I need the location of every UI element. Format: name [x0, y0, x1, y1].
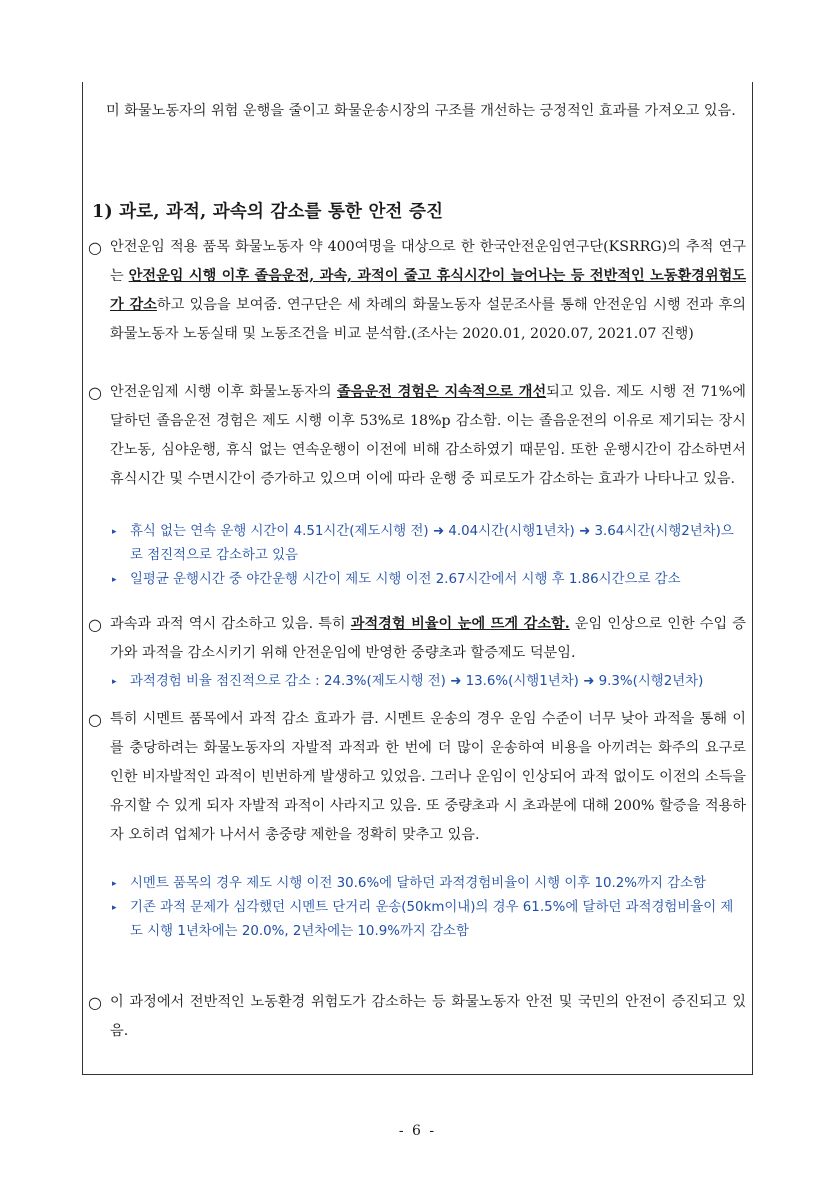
section-heading: 1) 과로, 과적, 과속의 감소를 통한 안전 증진: [92, 202, 444, 222]
p4-sub-list: [112, 872, 746, 944]
triangle-bullet-icon: ▸: [112, 903, 117, 913]
p3-text-a: 과속과 과적 역시 감소하고 있음. 특히: [110, 616, 351, 632]
circle-bullet-icon: ○: [88, 615, 102, 634]
p2-emphasis: 졸음운전 경험은 지속적으로 개선: [336, 384, 547, 400]
triangle-bullet-icon: ▸: [112, 527, 117, 537]
circle-bullet-icon: ○: [88, 238, 102, 257]
list-item: ▸ 일평균 운행시간 중 야간운행 시간이 제도 시행 이전 2.67시간에서 시행 후 1.86시간으로 감소: [112, 568, 746, 592]
list-item: ▸ 기존 과적 문제가 심각했던 시멘트 단거리 운송(50km이내)의 경우 61.5%에 달하던 과적경험비율이 제도 시행 1년차에는 20.0%, 2년차에는 10.9%까지 감소함: [112, 896, 746, 944]
circle-bullet-icon: ○: [88, 710, 102, 729]
list-item: ▸ 시멘트 품목의 경우 제도 시행 이전 30.6%에 달하던 과적경험비율이 시행 이후 10.2%까지 감소함: [112, 872, 746, 896]
triangle-bullet-icon: ▸: [112, 575, 117, 585]
p2-sub-list: [112, 520, 746, 592]
circle-bullet-icon: ○: [88, 993, 102, 1012]
paragraph-3: [88, 610, 746, 668]
p1-text-a: 안전운임 적용 품목 화물노동자 약 400여명을 대상으로 한 한국안전운임연구단(KSRRG)의 추적 연구는: [110, 239, 746, 284]
triangle-bullet-icon: ▸: [112, 677, 117, 687]
p2-text-c: 되고 있음. 제도 시행 전 71%에 달하던 졸음운전 경험은 제도 시행 이후 53%로 18%p 감소함. 이는 졸음운전의 이유로 제기되는 장시간노동, 심야운행, 휴식 없는 연속운행이 이전에 비해 감소하였기 때문임. 또한 운행시간이 감소하면서 휴식시간 및 수면시간이 증가하고 있으며 이에 따라 운행 중 피로도가 감소하는 효과가 나타나고 있음.: [110, 384, 746, 487]
p1-text-c: 하고 있음을 보여줌. 연구단은 세 차례의 화물노동자 설문조사를 통해 안전운임 시행 전과 후의 화물노동자 노동실태 및 노동조건을 비교 분석함.(조사는 2020.01, 2020.07, 2021.07 진행): [110, 297, 746, 342]
page-number: - 6 -: [398, 1123, 437, 1139]
p3-sub-list: [112, 670, 746, 694]
triangle-bullet-icon: ▸: [112, 879, 117, 889]
p2-text-a: 안전운임제 시행 이후 화물노동자의: [110, 384, 337, 400]
paragraph-1: [88, 233, 746, 349]
paragraph-4: ○ 특히 시멘트 품목에서 과적 감소 효과가 큼. 시멘트 운송의 경우 운임 수준이 너무 낮아 과적을 통해 이를 충당하려는 화물노동자의 자발적 과적과 한 번에 더 많이 운송하여 비용을 아끼려는 화주의 요구로 인한 비자발적인 과적이 빈번하게 발생하고 있었음. 그러나 운임이 인상되어 과적 없이도 이전의 소득을 유지할 수 있게 되자 자발적 과적이 사라지고 있음. 또 중량초과 시 초과분에 대해 200% 할증을 적용하자 오히려 업체가 나서서 총중량 제한을 정확히 맞추고 있음.: [88, 705, 746, 850]
paragraph-5: ○ 이 과정에서 전반적인 노동환경 위험도가 감소하는 등 화물노동자 안전 및 국민의 안전이 증진되고 있음.: [88, 988, 746, 1046]
circle-bullet-icon: ○: [88, 383, 102, 402]
p3-text-c: 운임 인상으로 인한 수입 증가와 과적을 감소시키기 위해 안전운임에 반영한 중량초과 할증제도 덕분임.: [110, 616, 746, 661]
intro-paragraph: 미 화물노동자의 위험 운행을 줄이고 화물운송시장의 구조를 개선하는 긍정적인 효과를 가져오고 있음.: [106, 103, 736, 119]
list-item: ▸ 휴식 없는 연속 운행 시간이 4.51시간(제도시행 전) ➜ 4.04시간(시행1년차) ➜ 3.64시간(시행2년차)으로 점진적으로 감소하고 있음: [112, 520, 746, 568]
p3-emphasis: 과적경험 비율이 눈에 뜨게 감소함.: [350, 616, 570, 632]
paragraph-2: [88, 378, 746, 494]
list-item: ▸ 과적경험 비율 점진적으로 감소 : 24.3%(제도시행 전) ➜ 13.6%(시행1년차) ➜ 9.3%(시행2년차): [112, 670, 746, 694]
p1-emphasis: 안전운임 시행 이후 졸음운전, 과속, 과적이 줄고 휴식시간이 늘어나는 등 전반적인 노동환경위험도가 감소: [110, 268, 747, 313]
